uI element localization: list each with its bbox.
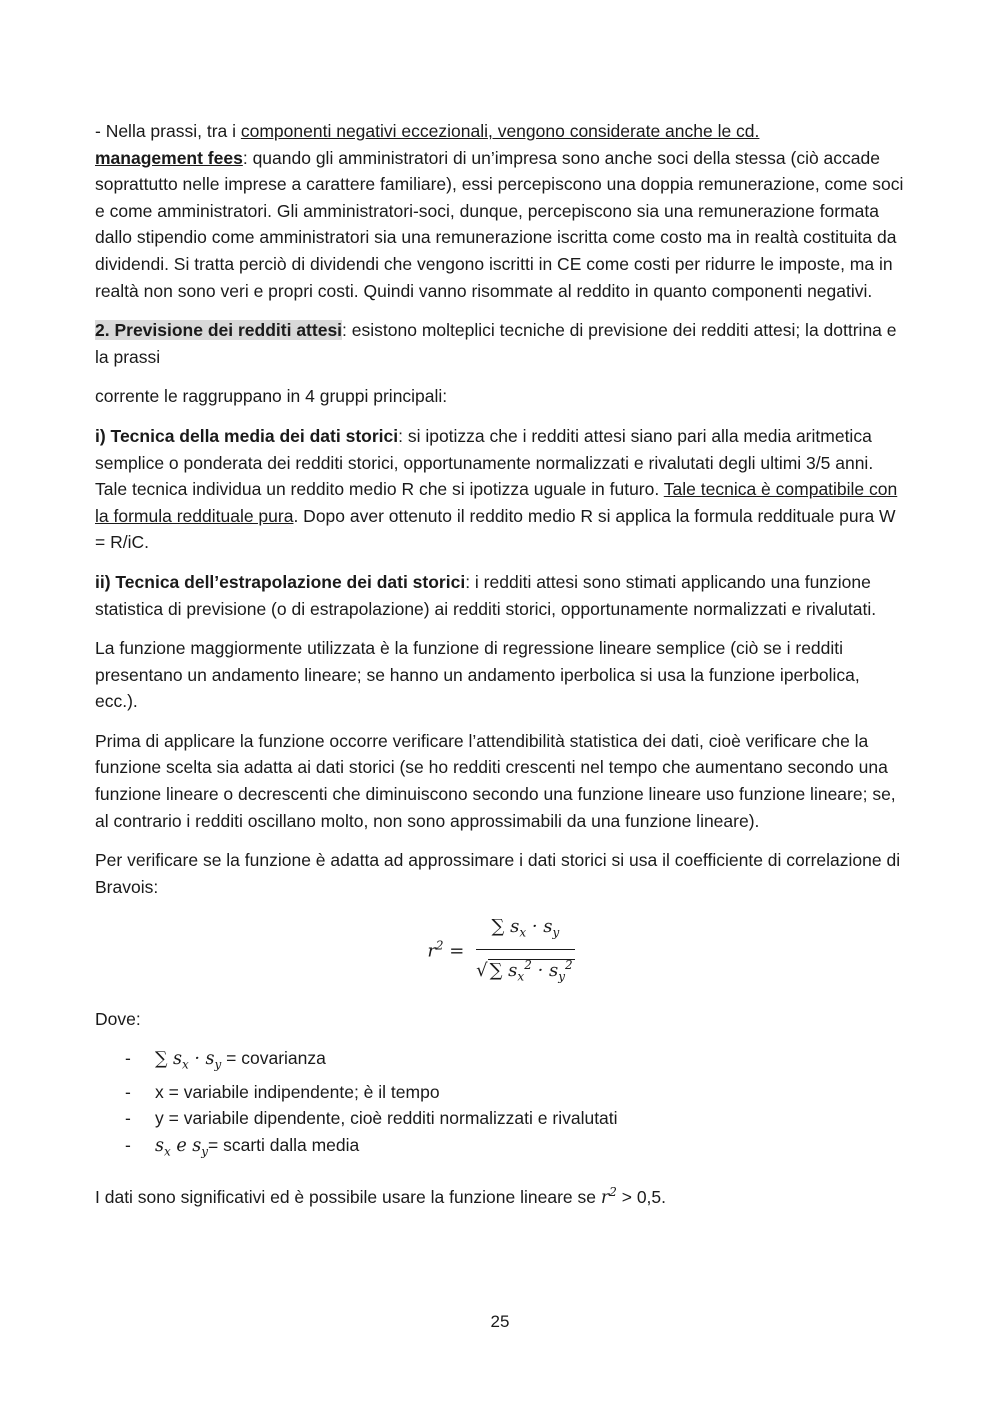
paragraph-previsione bbox=[95, 317, 907, 370]
section-heading: 2. Previsione dei redditi attesi bbox=[95, 320, 343, 341]
formula-equals: = bbox=[449, 941, 465, 963]
list-item: - ∑ $s_x \cdot s_y$ = covarianza bbox=[95, 1045, 907, 1078]
list-item: - $s_x$ e $s_y=$ scarti dalla media bbox=[95, 1132, 907, 1165]
formula-exponent: 2 bbox=[435, 939, 444, 954]
text: : si ipotizza che i redditi attesi siano pari alla media aritmetica semplice o ponderata dei redditi storici, opportunamente normalizzati e rivalutati degli ultimi 3/5 anni. Tale tecnica individua un reddito medio R che si ipotizza uguale in futuro. bbox=[95, 425, 874, 500]
dove-label: Dove: bbox=[95, 1008, 141, 1029]
paragraph-estrapolazione bbox=[95, 569, 907, 622]
text: : i redditi attesi sono stimati applicando una funzione statistica di previsione (o di estrapolazione) ai redditi storici, opportunamente normalizzati e rivalutati. bbox=[95, 571, 877, 619]
formula-lhs: r bbox=[427, 941, 436, 963]
bold-term: management fees bbox=[95, 147, 243, 168]
underlined-text: Tale tecnica è compatibile con la formula reddituale pura bbox=[95, 479, 898, 526]
correlation-formula bbox=[95, 914, 907, 989]
underlined-text: componenti negativi eccezionali, vengono considerate anche le cd. bbox=[240, 121, 760, 141]
subsection-heading: ii) Tecnica dell’estrapolazione dei dati storici bbox=[95, 571, 466, 592]
text: - Nella prassi, tra i bbox=[95, 121, 241, 141]
definitions-list bbox=[95, 1045, 907, 1164]
formula-numerator: ∑ $s_x \cdot s_y$ bbox=[476, 914, 575, 949]
list-item: - x = variabile indipendente; è il tempo bbox=[95, 1079, 907, 1106]
subsection-heading: i) Tecnica della media dei dati storici bbox=[95, 425, 399, 446]
paragraph-media-storici bbox=[95, 423, 907, 556]
formula-denominator: √ ∑ $s_x^2 \cdot s_y^2$ bbox=[476, 957, 573, 984]
paragraph-attendibilita: Prima di applicare la funzione occorre verificare l’attendibilità statistica dei dati, cioè verificare che la funzione scelta sia adatta ai dati storici (se ho redditi crescenti nel tempo che aumentano secondo una funzione lineare o decrescenti che diminuiscono secondo una funzione lineare uso funzione lineare; se, al contrario i redditi oscillano molto, non sono approssimabili da una funzione lineare). bbox=[95, 730, 896, 831]
formula-fraction bbox=[476, 914, 575, 989]
text: : esistono molteplici tecniche di previsione dei redditi attesi; la dottrina e la prassi bbox=[95, 320, 897, 367]
list-item: - y = variabile dipendente, cioè redditi normalizzati e rivalutati bbox=[95, 1105, 907, 1132]
paragraph-regressione: La funzione maggiormente utilizzata è la funzione di regressione lineare semplice (ciò se i redditi presentano un andamento lineare; se hanno un andamento iperbolica si usa la funzione iperbolica, ecc.). bbox=[95, 638, 860, 712]
document-body bbox=[95, 118, 907, 1224]
page-number: 25 bbox=[490, 1312, 510, 1331]
text: . Dopo aver ottenuto il reddito medio R si applica la formula reddituale pura W = R/iC. bbox=[95, 505, 896, 553]
paragraph-bravois: Per verificare se la funzione è adatta ad approssimare i dati storici si usa il coefficiente di correlazione di Bravois: bbox=[95, 850, 901, 897]
paragraph-significativi: I dati sono significativi ed è possibile usare la funzione lineare se $r^2 > 0,5$. bbox=[95, 1184, 667, 1208]
paragraph-gruppi: corrente le raggruppano in 4 gruppi principali: bbox=[95, 386, 448, 407]
paragraph-management-fees bbox=[95, 118, 907, 304]
text: : quando gli amministratori di un’impresa sono anche soci della stessa (ciò accade soprattutto nelle imprese a carattere familiare), essi percepiscono una doppia remunerazione, come soci e come amministratori. Gli amministratori-soci, dunque, percepiscono sia una remunerazione formata dallo stipendio come amministratori sia una remunerazione iscritta come costo ma in realtà costituita da dividendi. Si tratta perciò di dividendi che vengono iscritti in CE come costi per ridurre le imposte, ma in realtà non sono veri e propri costi. Quindi vanno risommate al reddito in quanto componenti negativi. bbox=[95, 147, 904, 301]
